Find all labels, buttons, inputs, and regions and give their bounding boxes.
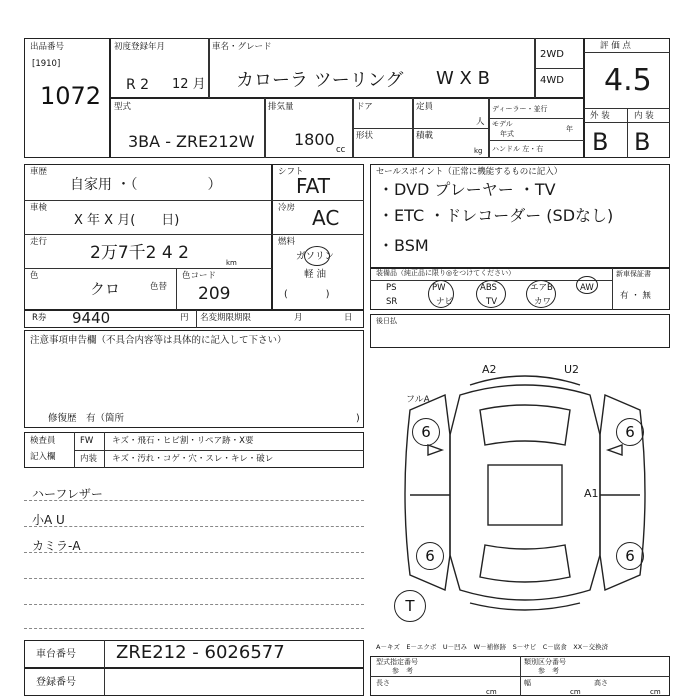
reg-label: 登録番号 bbox=[36, 677, 76, 688]
type-value: 3BA - ZRE212W bbox=[128, 132, 255, 151]
kg-label: kg bbox=[474, 147, 483, 155]
color-value: クロ bbox=[90, 280, 121, 298]
divider bbox=[264, 98, 266, 158]
fuel-gas: ガソリン bbox=[296, 251, 335, 262]
inspector-note3: カミラ-A bbox=[32, 539, 81, 553]
note-line bbox=[24, 628, 364, 629]
mark-u2: U2 bbox=[564, 363, 580, 376]
lot-label: 出品番号 bbox=[30, 42, 65, 52]
mark-fura: フルA bbox=[406, 395, 430, 405]
tire-front-left: 6 bbox=[412, 418, 440, 446]
inspector-note2: 小A U bbox=[32, 513, 65, 527]
yen-label: 円 bbox=[180, 313, 189, 323]
int-items: キズ・汚れ・コゲ・穴・スレ・キレ・破レ bbox=[112, 454, 274, 464]
divider bbox=[488, 140, 584, 141]
tire-rear-left: 6 bbox=[416, 542, 444, 570]
color-code-value: 209 bbox=[198, 284, 231, 304]
shift-label: シフト bbox=[278, 167, 304, 177]
mileage-value: 2万7千2 4 2 bbox=[90, 243, 189, 263]
color-code-label: 色コード bbox=[182, 271, 217, 281]
score-value: 4.5 bbox=[604, 63, 652, 98]
equip-circle-pw bbox=[428, 280, 454, 308]
dealer-label: ディーラー・並行 bbox=[492, 105, 548, 113]
repair-label: 修復歴 有（箇所 bbox=[48, 413, 125, 424]
divider bbox=[24, 268, 272, 269]
type-spec-label: 型式指定番号 bbox=[376, 658, 418, 666]
divider bbox=[74, 450, 364, 451]
divider bbox=[176, 268, 177, 310]
load-label: 積載 bbox=[416, 131, 434, 141]
inspection-value: X 年 X 月( 日) bbox=[74, 213, 180, 228]
type-label: 型式 bbox=[114, 102, 132, 112]
color-label: 色 bbox=[30, 271, 39, 281]
selling-line2: ・ETC ・ドレコーダー (SDなし) bbox=[378, 206, 614, 225]
equip-navi: ナビ bbox=[436, 297, 454, 307]
exterior-label: 外 装 bbox=[590, 111, 610, 121]
score-label: 評 価 点 bbox=[600, 41, 631, 51]
divider bbox=[272, 234, 364, 235]
tire-rear-right: 6 bbox=[616, 542, 644, 570]
chassis-value: ZRE212 - 6026577 bbox=[116, 642, 285, 663]
model-name: カローラ ツーリング bbox=[236, 70, 404, 91]
fw-label: FW bbox=[80, 436, 94, 446]
selling-line3: ・BSM bbox=[378, 236, 429, 255]
displacement-label: 排気量 bbox=[268, 102, 294, 112]
height-label: 高さ bbox=[594, 679, 608, 687]
shape-label: 形状 bbox=[356, 131, 374, 141]
lot-sub: [1910] bbox=[32, 59, 61, 69]
year-label: 年 bbox=[566, 125, 573, 133]
divider bbox=[584, 52, 670, 53]
displacement-value: 1800 bbox=[294, 130, 335, 149]
deadline-label: 名変期限期限 bbox=[200, 313, 252, 323]
divider bbox=[208, 38, 210, 98]
equip-circle-aw bbox=[576, 276, 598, 294]
equip-airbag: エアB bbox=[530, 283, 553, 293]
interior-grade: B bbox=[634, 128, 651, 156]
equip-abs: ABS bbox=[480, 283, 497, 293]
divider bbox=[488, 98, 490, 158]
deadline-day: 日 bbox=[344, 313, 353, 323]
note-line bbox=[24, 526, 364, 527]
category-label: 類別区分番号 bbox=[524, 658, 566, 666]
divider bbox=[488, 118, 584, 119]
mileage-label: 走行 bbox=[30, 237, 48, 247]
equip-aw: AW bbox=[580, 283, 594, 293]
first-reg-month: 12 月 bbox=[172, 77, 206, 92]
divider bbox=[370, 676, 670, 677]
equip-circle-airbag bbox=[526, 280, 556, 308]
shift-value: FAT bbox=[296, 174, 331, 198]
color-change-label: 色替 bbox=[150, 282, 168, 292]
mark-a1: A1 bbox=[584, 487, 599, 500]
tire-front-right: 6 bbox=[616, 418, 644, 446]
recycle-value: 9440 bbox=[72, 309, 111, 327]
model-year-label2: 年式 bbox=[500, 130, 514, 138]
divider bbox=[24, 234, 272, 235]
inspector-label1: 検査員 bbox=[30, 436, 56, 446]
ac-value: AC bbox=[312, 206, 340, 230]
divider bbox=[196, 310, 197, 328]
warranty-label: 新車保証書 bbox=[616, 270, 651, 278]
equip-camera: カワ bbox=[534, 297, 552, 307]
width-cm: cm bbox=[570, 688, 581, 696]
capacity-label: 定員 bbox=[416, 102, 434, 112]
ref-label-right: 参 考 bbox=[538, 667, 559, 675]
height-cm: cm bbox=[650, 688, 661, 696]
equip-circle-abs bbox=[476, 280, 506, 308]
fuel-gas-circle bbox=[304, 246, 330, 266]
ref-label-left: 参 考 bbox=[392, 667, 413, 675]
fuel-paren: ( ) bbox=[284, 289, 330, 300]
person-label: 人 bbox=[476, 117, 485, 127]
notes-label: 注意事項申告欄（不具合内容等は具体的に記入して下さい） bbox=[30, 335, 287, 346]
after-label: 後日払 bbox=[376, 317, 397, 325]
equipment-label: 装備品（純正品に限り◎をつけてください） bbox=[376, 269, 516, 277]
km-label: km bbox=[226, 259, 237, 267]
int-label: 内装 bbox=[80, 454, 98, 464]
selling-label: セールスポイント（正常に機能するものに記入） bbox=[376, 167, 563, 177]
inspector-note1: ハーフレザー bbox=[32, 487, 103, 501]
divider bbox=[612, 268, 613, 310]
deadline-month: 月 bbox=[294, 313, 303, 323]
lot-number: 1072 bbox=[40, 82, 102, 110]
after-box bbox=[370, 314, 670, 348]
grade: W X B bbox=[436, 68, 490, 89]
trunk-t-mark: T bbox=[394, 590, 426, 622]
cc-label: cc bbox=[336, 145, 346, 155]
mark-a2: A2 bbox=[482, 363, 497, 376]
divider bbox=[24, 200, 272, 201]
repair-paren-close: ) bbox=[356, 413, 360, 424]
divider bbox=[272, 200, 364, 201]
first-reg-era: R 2 bbox=[126, 77, 150, 93]
width-label: 幅 bbox=[524, 679, 531, 687]
chassis-label: 車台番号 bbox=[36, 649, 76, 660]
exterior-grade: B bbox=[592, 128, 609, 156]
first-reg-label: 初度登録年月 bbox=[114, 42, 166, 52]
door-label: ドア bbox=[356, 102, 373, 112]
fuel-diesel: 軽 油 bbox=[304, 269, 327, 280]
divider bbox=[352, 128, 488, 129]
fuel-label: 燃料 bbox=[278, 237, 296, 247]
inspector-label2: 記入欄 bbox=[30, 452, 56, 462]
recycle-label: R券 bbox=[32, 313, 47, 323]
equip-tv: TV bbox=[486, 297, 498, 307]
selling-line1: ・DVD プレーヤー ・TV bbox=[378, 180, 556, 199]
length-label: 長さ bbox=[376, 679, 390, 687]
drive-2wd: 2WD bbox=[540, 49, 564, 60]
ac-label: 冷房 bbox=[278, 203, 296, 213]
equip-ps: PS bbox=[386, 283, 397, 293]
note-line bbox=[24, 578, 364, 579]
fw-items: キズ・飛石・ヒビ割・リペア跡・X要 bbox=[112, 436, 254, 446]
length-cm: cm bbox=[486, 688, 497, 696]
divider bbox=[534, 68, 584, 69]
equip-pw: PW bbox=[432, 283, 446, 293]
divider bbox=[627, 108, 628, 158]
history-label: 車歴 bbox=[30, 167, 48, 177]
warranty-value: 有 ・ 無 bbox=[620, 291, 651, 301]
legend: A－キズ E－エクボ U－凹み W－補修跡 S－サビ C－腐食 XX－交換済 bbox=[376, 643, 609, 651]
handle-label: ハンドル 左・右 bbox=[492, 145, 544, 153]
interior-label: 内 装 bbox=[634, 111, 654, 121]
history-value: 自家用 ・（ ） bbox=[70, 177, 222, 193]
model-label: 車名・グレード bbox=[212, 42, 272, 52]
note-line bbox=[24, 604, 364, 605]
model-year-label: モデル bbox=[492, 120, 513, 128]
inspection-label: 車検 bbox=[30, 203, 48, 213]
drive-4wd: 4WD bbox=[540, 75, 564, 86]
equip-sr: SR bbox=[386, 297, 398, 307]
